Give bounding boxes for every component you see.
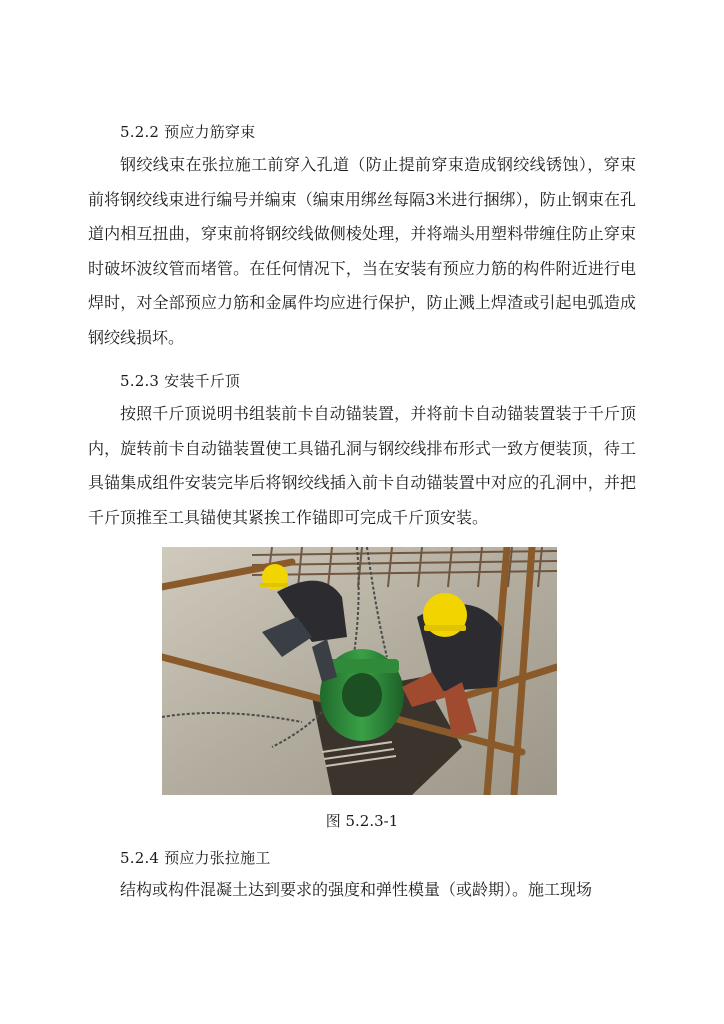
paragraph-prestress-threading: 钢绞线束在张拉施工前穿入孔道（防止提前穿束造成钢绞线锈蚀），穿束前将钢绞线束进行编号并编束（编束用绑丝每隔3米进行捆绑），防止钢束在孔道内相互扭曲，穿束前将钢绞线做侧棱处理，并将端头用塑料带缠住防止穿束时破坏波纹管而堵管。在任何情况下，当在安装有预应力筋的构件附近进行电焊时，对全部预应力筋和金属件均应进行保护，防止溅上焊渣或引起电弧造成钢绞线损坏。 (88, 155, 636, 347)
figure-caption: 图 5.2.3-1 (325, 812, 399, 830)
section-heading-5-2-2: 5.2.2 预应力筋穿束 (120, 123, 256, 141)
construction-photo (162, 547, 557, 795)
paragraph-jack-installation: 按照千斤顶说明书组装前卡自动锚装置，并将前卡自动锚装置装于千斤顶内，旋转前卡自动锚装置使工具锚孔洞与钢绞线排布形式一致方便装顶，待工具锚集成组件安装完毕后将钢绞线插入前卡自动锚装置中对应的孔洞中，并把千斤顶推至工具锚使其紧挨工作锚即可完成千斤顶安装。 (88, 404, 636, 527)
section-heading-5-2-4: 5.2.4 预应力张拉施工 (120, 849, 271, 867)
section-heading-5-2-3: 5.2.3 安装千斤顶 (120, 372, 241, 390)
paragraph-tensioning: 结构或构件混凝土达到要求的强度和弹性模量（或龄期）。施工现场 (120, 880, 593, 899)
